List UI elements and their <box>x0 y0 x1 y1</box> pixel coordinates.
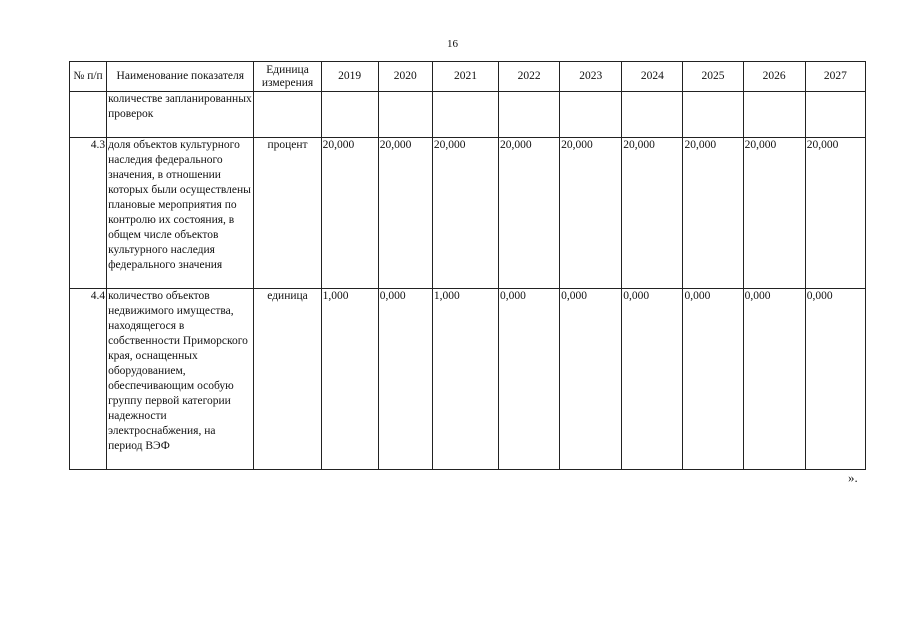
header-name: Наименование показателя <box>107 62 254 92</box>
row-number <box>70 92 107 138</box>
indicator-unit: процент <box>254 138 321 289</box>
header-year: 2022 <box>499 62 560 92</box>
value-cell: 20,000 <box>560 138 622 289</box>
value-cell: 0,000 <box>499 289 560 470</box>
value-cell: 20,000 <box>683 138 743 289</box>
header-year: 2023 <box>560 62 622 92</box>
table-header-row <box>70 62 866 92</box>
value-cell: 20,000 <box>432 138 498 289</box>
value-cell: 0,000 <box>622 289 683 470</box>
indicators-table <box>69 61 866 470</box>
value-cell <box>743 92 805 138</box>
indicator-name: количестве запланированных проверок <box>107 92 254 138</box>
header-year: 2026 <box>743 62 805 92</box>
value-cell <box>683 92 743 138</box>
value-cell: 20,000 <box>321 138 378 289</box>
value-cell <box>560 92 622 138</box>
header-year: 2025 <box>683 62 743 92</box>
indicator-name: количество объектов недвижимого имущества, находящегося в собственности Приморского края, оснащенных оборудованием, обеспечивающим особую группу первой категории надежности электроснабжения, на период ВЭФ <box>107 289 254 470</box>
header-unit: Единица измерения <box>254 62 321 92</box>
value-cell: 1,000 <box>321 289 378 470</box>
value-cell <box>432 92 498 138</box>
value-cell: 0,000 <box>743 289 805 470</box>
header-year: 2024 <box>622 62 683 92</box>
value-cell <box>321 92 378 138</box>
value-cell <box>805 92 865 138</box>
header-num: № п/п <box>70 62 107 92</box>
header-year: 2027 <box>805 62 865 92</box>
page-number: 16 <box>447 38 458 50</box>
indicator-unit <box>254 92 321 138</box>
value-cell <box>622 92 683 138</box>
value-cell: 20,000 <box>805 138 865 289</box>
value-cell: 0,000 <box>805 289 865 470</box>
value-cell: 20,000 <box>622 138 683 289</box>
indicator-unit: единица <box>254 289 321 470</box>
value-cell: 0,000 <box>378 289 432 470</box>
table-row <box>70 289 866 470</box>
value-cell <box>499 92 560 138</box>
indicator-name: доля объектов культурного наследия федерального значения, в отношении которых были осуществлены плановые мероприятия по контролю их состояния, в общем числе объектов культурного наследия федерального значения <box>107 138 254 289</box>
header-year: 2020 <box>378 62 432 92</box>
value-cell: 20,000 <box>743 138 805 289</box>
value-cell: 20,000 <box>378 138 432 289</box>
header-year: 2021 <box>432 62 498 92</box>
value-cell: 0,000 <box>683 289 743 470</box>
closing-quote-mark: ». <box>848 470 858 485</box>
row-number: 4.3 <box>70 138 107 289</box>
value-cell: 1,000 <box>432 289 498 470</box>
value-cell: 0,000 <box>560 289 622 470</box>
value-cell <box>378 92 432 138</box>
table-row <box>70 138 866 289</box>
value-cell: 20,000 <box>499 138 560 289</box>
row-number: 4.4 <box>70 289 107 470</box>
table-row <box>70 92 866 138</box>
header-year: 2019 <box>321 62 378 92</box>
